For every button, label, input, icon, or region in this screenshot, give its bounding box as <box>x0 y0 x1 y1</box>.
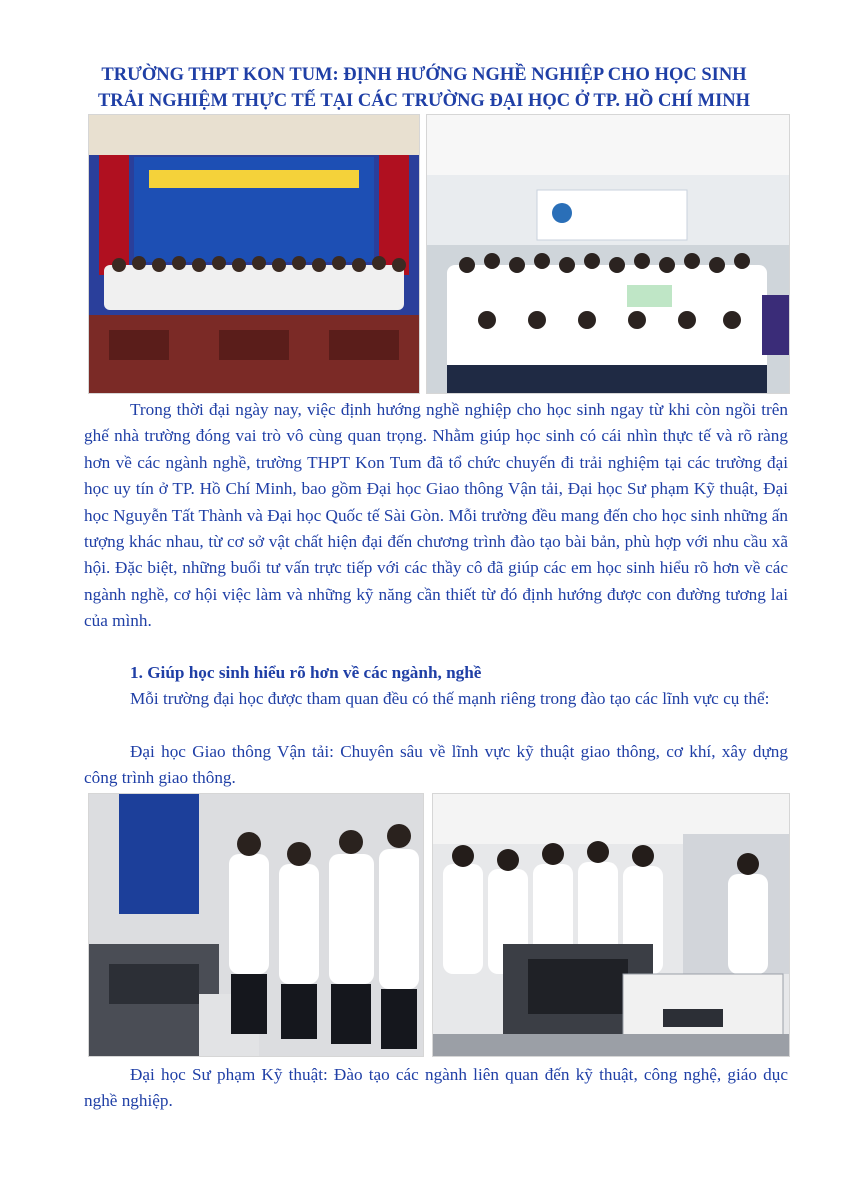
intro-paragraph: Trong thời đại ngày nay, việc định hướng nghề nghiệp cho học sinh ngay từ khi còn ngồi trên ghế nhà trường đóng vai trò vô cùng quan trọng. Nhằm giúp học sinh có cái nhìn thực tế và rõ ràng hơn về các ngành nghề, trường THPT Kon Tum đã tổ chức chuyến đi trải nghiệm tại các trường đại học uy tín ở TP. Hồ Chí Minh, bao gồm Đại học Giao thông Vận tải, Đại học Sư phạm Kỹ thuật, Đại học Nguyễn Tất Thành và Đại học Quốc tế Sài Gòn. Mỗi trường đều mang đến cho học sinh những ấn tượng khác nhau, từ cơ sở vật chất hiện đại đến chương trình đào tạo bài bản, phù hợp với nhu cầu xã hội. Đặc biệt, những buổi tư vấn trực tiếp với các thầy cô đã giúp các em học sinh hiểu rõ hơn về các ngành nghề, cơ hội việc làm và những kỹ năng cần thiết từ đó định hướng được con đường tương lai của mình. <box>84 400 788 631</box>
photo-group-hall <box>88 114 420 394</box>
gtvt-paragraph: Đại học Giao thông Vận tải: Chuyên sâu về lĩnh vực kỹ thuật giao thông, cơ khí, xây dựng công trình giao thông. <box>84 742 788 788</box>
section-1-heading: 1. Giúp học sinh hiểu rõ hơn về các ngành, nghề <box>130 663 482 682</box>
photo-group-ceremony <box>426 114 790 394</box>
title-line-2: TRẢI NGHIỆM THỰC TẾ TẠI CÁC TRƯỜNG ĐẠI HỌC Ở TP. HỒ CHÍ MINH <box>97 91 751 111</box>
photo-lab-machine <box>88 793 424 1057</box>
section-1-intro: Mỗi trường đại học được tham quan đều có thế mạnh riêng trong đào tạo các lĩnh vực cụ thể: <box>130 689 770 708</box>
article-title <box>60 62 788 114</box>
spkt-paragraph: Đại học Sư phạm Kỹ thuật: Đào tạo các ngành liên quan đến kỹ thuật, công nghệ, giáo dục nghề nghiệp. <box>84 1065 788 1111</box>
title-line-1: TRƯỜNG THPT KON TUM: ĐỊNH HƯỚNG NGHỀ NGHIỆP CHO HỌC SINH <box>101 65 747 85</box>
photo-engine-lab <box>432 793 790 1057</box>
